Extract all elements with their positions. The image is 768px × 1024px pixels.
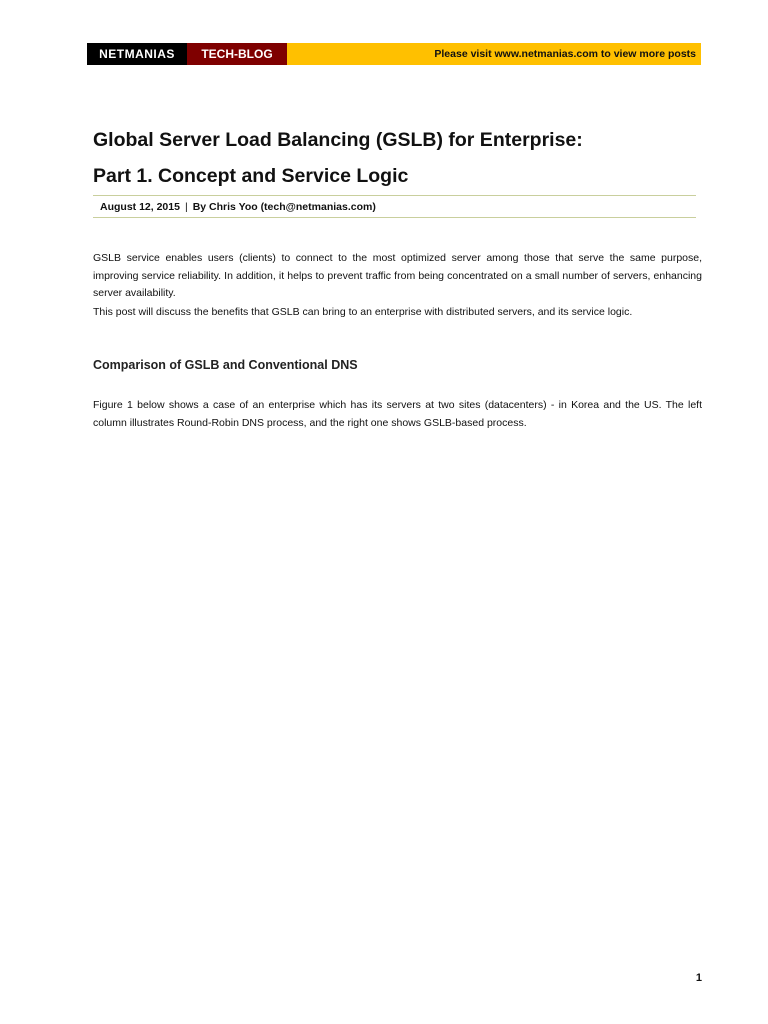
figure-intro-paragraph: Figure 1 below shows a case of an enterprise which has its servers at two sites (datacenters) - in Korea and the US. The left column illustrates Round-Robin DNS process, and the right one shows GSLB-based process. [93,399,702,429]
section-label: TECH-BLOG [187,43,287,65]
publish-date: August 12, 2015 [100,200,180,213]
brand-label: NETMANIAS [87,43,187,65]
byline-bar [93,195,696,218]
page-title [93,122,703,194]
page-number: 1 [695,972,702,984]
author: By Chris Yoo (tech@netmanias.com) [192,200,376,213]
header-banner [87,43,701,65]
intro-paragraph: GSLB service enables users (clients) to connect to the most optimized server among those that serve the same purpose, improving service reliability. In addition, it helps to prevent traffic from being concentrated on a small number of servers, enhancing server availability. [93,252,702,299]
byline-separator: | [184,200,188,213]
title-line-2: Part 1. Concept and Service Logic [93,165,409,187]
section-heading: Comparison of GSLB and Conventional DNS [93,358,358,372]
scope-paragraph: This post will discuss the benefits that GSLB can bring to an enterprise with distributed servers, and its service logic. [93,306,633,318]
title-line-1: Global Server Load Balancing (GSLB) for Enterprise: [93,129,583,151]
visit-link[interactable]: Please visit www.netmanias.com to view more posts [434,48,696,60]
